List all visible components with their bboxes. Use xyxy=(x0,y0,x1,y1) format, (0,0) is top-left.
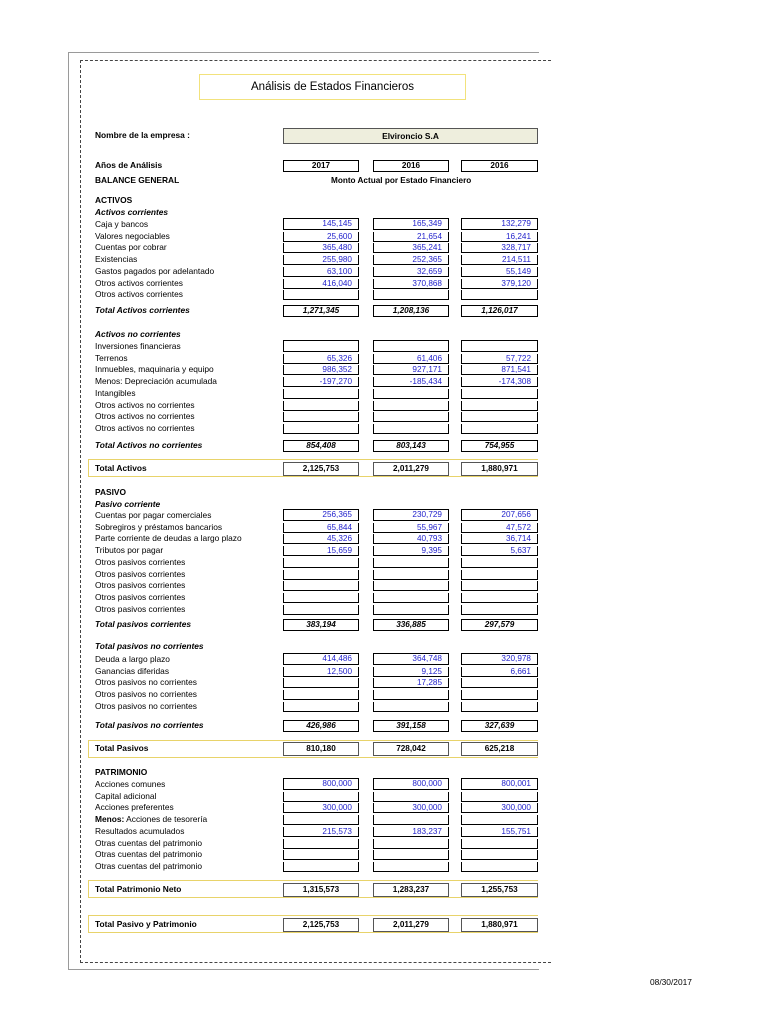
activo-no-corriente-row-value-cell[interactable]: 871,541 xyxy=(461,365,538,375)
pasivo-no-corriente-row-value-cell[interactable]: 414,486 xyxy=(283,653,359,665)
pasivo-corriente-row-value-cell[interactable] xyxy=(283,605,359,615)
pasivo-no-corriente-row-value-cell[interactable] xyxy=(283,678,359,688)
activo-no-corriente-row-value-cell[interactable] xyxy=(373,340,449,352)
pasivo-corriente-row-label: Sobregiros y préstamos bancarios xyxy=(95,521,223,532)
activo-no-corriente-row-value-cell[interactable] xyxy=(283,401,359,411)
activo-corriente-row-value-cell[interactable] xyxy=(461,290,538,300)
total-pasivos-corrientes-label: Total pasivos corrientes xyxy=(95,619,192,629)
activo-no-corriente-row-value-cell[interactable] xyxy=(283,424,359,434)
patrimonio-row-value-cell[interactable] xyxy=(283,850,359,860)
pasivo-no-corriente-row-label: Deuda a largo plazo xyxy=(95,654,170,664)
pasivo-corriente-row-value-cell[interactable]: 5,637 xyxy=(461,546,538,556)
total-activos-corrientes-value[interactable]: 1,126,017 xyxy=(461,305,538,317)
pasivo-corriente-row-value-cell[interactable] xyxy=(373,581,449,591)
pasivo-no-corriente-row-value-cell[interactable] xyxy=(373,690,449,700)
pasivo-no-corriente-row-value-cell[interactable] xyxy=(283,690,359,700)
activo-corriente-row-value-cell[interactable]: 252,365 xyxy=(373,255,449,265)
activo-corriente-row-label: Caja y bancos xyxy=(95,219,149,229)
patrimonio-row-value-cell[interactable] xyxy=(461,839,538,849)
patrimonio-row-label: Acciones preferentes xyxy=(95,802,174,813)
total-pasivos-no-corrientes-label: Total pasivos no corrientes xyxy=(95,720,204,730)
activo-no-corriente-row-value-cell[interactable] xyxy=(283,389,359,399)
activo-corriente-row-value-cell[interactable]: 328,717 xyxy=(461,243,538,253)
pasivo-corriente-row-label: Otros pasivos corrientes xyxy=(95,603,186,614)
patrimonio-row-value-cell[interactable] xyxy=(373,792,449,802)
patrimonio-row-value-cell[interactable] xyxy=(373,815,449,825)
balance-general-heading: BALANCE GENERAL xyxy=(95,175,180,185)
total-pasivo-patrimonio-value[interactable]: 2,011,279 xyxy=(373,918,449,932)
pasivo-no-corriente-row-value-cell[interactable]: 9,125 xyxy=(373,667,449,677)
patrimonio-row-label: Acciones comunes xyxy=(95,779,166,789)
total-pasivo-patrimonio-value[interactable]: 2,125,753 xyxy=(283,918,359,932)
pasivo-corriente-row-label: Otros pasivos corrientes xyxy=(95,568,186,579)
activo-corriente-row-label: Cuentas por cobrar xyxy=(95,242,167,253)
activo-corriente-row-label: Valores negociables xyxy=(95,230,170,241)
pasivo-corriente-row-label: Otros pasivos corrientes xyxy=(95,556,186,567)
activo-corriente-row-value-cell[interactable]: 16,241 xyxy=(461,232,538,242)
activo-no-corriente-row-value-cell[interactable]: -174,308 xyxy=(461,377,538,387)
pasivo-corriente-row-value-cell[interactable] xyxy=(283,593,359,603)
activo-no-corriente-row-label: Terrenos xyxy=(95,352,128,363)
patrimonio-row-value-cell[interactable]: 183,237 xyxy=(373,827,449,837)
total-patrimonio-neto-value[interactable]: 1,283,237 xyxy=(373,883,449,897)
activo-no-corriente-row-value-cell[interactable] xyxy=(283,340,359,352)
activo-no-corriente-row-value-cell[interactable]: -197,270 xyxy=(283,377,359,387)
pasivo-corriente-row-value-cell[interactable]: 15,659 xyxy=(283,546,359,556)
total-patrimonio-neto-label: Total Patrimonio Neto xyxy=(95,884,182,894)
patrimonio-row-value-cell[interactable] xyxy=(283,839,359,849)
activo-no-corriente-row-value-cell[interactable]: 61,406 xyxy=(373,354,449,364)
year-col-3[interactable]: 2016 xyxy=(461,160,538,172)
pasivo-corriente-row-label: Parte corriente de deudas a largo plazo xyxy=(95,533,242,544)
total-pasivos-value[interactable]: 810,180 xyxy=(283,742,359,756)
patrimonio-row-value-cell[interactable] xyxy=(461,792,538,802)
monto-heading: Monto Actual por Estado Financiero xyxy=(331,176,472,185)
activo-no-corriente-row-value-cell[interactable]: 57,722 xyxy=(461,354,538,364)
activo-no-corriente-row-value-cell[interactable] xyxy=(373,412,449,422)
pasivo-no-corriente-row-value-cell[interactable]: 12,500 xyxy=(283,667,359,677)
pasivo-corriente-row-label: Tributos por pagar xyxy=(95,545,164,556)
pasivo-corriente-row-value-cell[interactable] xyxy=(283,581,359,591)
pasivo-corriente-row-label: Otros pasivos corrientes xyxy=(95,580,186,591)
patrimonio-row-value-cell[interactable] xyxy=(373,850,449,860)
company-label: Nombre de la empresa : xyxy=(95,130,190,140)
pasivo-corriente-row-value-cell[interactable]: 207,656 xyxy=(461,509,538,521)
year-col-1[interactable]: 2017 xyxy=(283,160,359,172)
years-label: Años de Análisis xyxy=(95,160,163,170)
total-pasivos-no-corrientes-value[interactable]: 391,158 xyxy=(373,720,449,732)
pasivo-no-corriente-row-value-cell[interactable] xyxy=(461,678,538,688)
total-pasivo-patrimonio-value[interactable]: 1,880,971 xyxy=(461,918,538,932)
patrimonio-row-label: Capital adicional xyxy=(95,790,157,801)
activo-no-corriente-row-label: Otros activos no corrientes xyxy=(95,399,195,410)
pasivo-corriente-row-label: Otros pasivos corrientes xyxy=(95,591,186,602)
pasivo-no-corriente-row-label: Otros pasivos no corrientes xyxy=(95,700,197,711)
menos-label: Menos: xyxy=(95,814,125,825)
patrimonio-heading: PATRIMONIO xyxy=(95,767,148,777)
activo-no-corriente-row-value-cell[interactable]: 927,171 xyxy=(373,365,449,375)
activo-corriente-row-value-cell[interactable]: 255,980 xyxy=(283,255,359,265)
total-pasivos-no-corrientes-value[interactable]: 327,639 xyxy=(461,720,538,732)
total-activos-no-corrientes-value[interactable]: 803,143 xyxy=(373,440,449,452)
total-patrimonio-neto-value[interactable]: 1,255,753 xyxy=(461,883,538,897)
pasivo-no-corriente-row-label: Otros pasivos no corrientes xyxy=(95,689,197,700)
total-activos-value[interactable]: 2,125,753 xyxy=(283,462,359,476)
activo-no-corriente-row-value-cell[interactable] xyxy=(461,401,538,411)
total-pasivos-no-corrientes-value[interactable]: 426,986 xyxy=(283,720,359,732)
activos-corrientes-heading: Activos corrientes xyxy=(95,207,169,217)
total-activos-value[interactable]: 2,011,279 xyxy=(373,462,449,476)
activo-no-corriente-row-value-cell[interactable] xyxy=(373,401,449,411)
pasivo-corriente-row-value-cell[interactable] xyxy=(461,605,538,615)
pasivo-no-corriente-row-value-cell[interactable] xyxy=(461,702,538,712)
activo-no-corriente-row-label: Otros activos no corrientes xyxy=(95,422,195,433)
activo-corriente-row-value-cell[interactable]: 32,659 xyxy=(373,267,449,277)
activo-no-corriente-row-value-cell[interactable]: 986,352 xyxy=(283,365,359,375)
activo-no-corriente-row-value-cell[interactable] xyxy=(373,389,449,399)
pasivo-corriente-row-value-cell[interactable]: 47,572 xyxy=(461,523,538,533)
pasivo-corriente-row-value-cell[interactable] xyxy=(461,570,538,580)
pasivo-heading: PASIVO xyxy=(95,487,127,497)
patrimonio-row-value-cell[interactable]: 300,000 xyxy=(283,803,359,813)
activo-no-corriente-row-value-cell[interactable] xyxy=(461,389,538,399)
pasivo-no-corriente-row-value-cell[interactable]: 320,978 xyxy=(461,653,538,665)
patrimonio-row-value-cell[interactable]: 300,000 xyxy=(461,803,538,813)
patrimonio-row-value-cell[interactable]: 800,000 xyxy=(283,778,359,790)
activo-corriente-row-value-cell[interactable] xyxy=(373,290,449,300)
patrimonio-row-value-cell[interactable]: 215,573 xyxy=(283,827,359,837)
patrimonio-row-value-cell[interactable]: 300,000 xyxy=(373,803,449,813)
pasivo-corriente-row-value-cell[interactable] xyxy=(283,570,359,580)
patrimonio-row-label: Otras cuentas del patrimonio xyxy=(95,849,203,860)
patrimonio-row-value-cell[interactable]: 155,751 xyxy=(461,827,538,837)
activo-corriente-row-value-cell[interactable]: 365,480 xyxy=(283,243,359,253)
total-pasivo-patrimonio-label: Total Pasivo y Patrimonio xyxy=(95,919,197,929)
activo-no-corriente-row-label: Inmuebles, maquinaria y equipo xyxy=(95,364,214,375)
year-col-2[interactable]: 2016 xyxy=(373,160,449,172)
pasivo-corriente-row-value-cell[interactable]: 45,326 xyxy=(283,534,359,544)
pasivo-no-corriente-row-value-cell[interactable]: 364,748 xyxy=(373,653,449,665)
activo-corriente-row-value-cell[interactable]: 21,654 xyxy=(373,232,449,242)
pasivo-corriente-row-value-cell[interactable]: 36,714 xyxy=(461,534,538,544)
activo-corriente-row-value-cell[interactable]: 55,149 xyxy=(461,267,538,277)
activo-corriente-row-label: Existencias xyxy=(95,254,138,265)
total-pasivos-corrientes-value[interactable]: 383,194 xyxy=(283,619,359,631)
total-pasivos-value[interactable]: 625,218 xyxy=(461,742,538,756)
total-pasivos-label: Total Pasivos xyxy=(95,743,149,753)
activo-no-corriente-row-value-cell[interactable] xyxy=(461,412,538,422)
pasivo-corriente-row-value-cell[interactable] xyxy=(373,558,449,568)
activo-corriente-row-value-cell[interactable]: 25,600 xyxy=(283,232,359,242)
patrimonio-row-label xyxy=(95,814,207,825)
activo-corriente-row-label: Otros activos corrientes xyxy=(95,277,183,288)
pasivo-corriente-row-value-cell[interactable]: 230,729 xyxy=(373,509,449,521)
report-title: Análisis de Estados Financieros xyxy=(199,74,466,100)
pasivo-corriente-row-value-cell[interactable]: 256,365 xyxy=(283,509,359,521)
activo-corriente-row-value-cell[interactable]: 132,279 xyxy=(461,218,538,230)
pasivo-no-corriente-row-value-cell[interactable] xyxy=(461,690,538,700)
patrimonio-row-label: Resultados acumulados xyxy=(95,825,185,836)
patrimonio-row-value-cell[interactable] xyxy=(283,862,359,872)
pasivo-corriente-row-value-cell[interactable] xyxy=(373,593,449,603)
patrimonio-row-value-cell[interactable]: 800,000 xyxy=(373,778,449,790)
total-activos-label: Total Activos xyxy=(95,463,147,473)
pasivo-corriente-row-label: Cuentas por pagar comerciales xyxy=(95,510,212,520)
activo-no-corriente-row-label: Otros activos no corrientes xyxy=(95,411,195,422)
activo-no-corriente-row-value-cell[interactable] xyxy=(461,424,538,434)
patrimonio-row-value-cell[interactable] xyxy=(373,862,449,872)
activo-corriente-row-label: Gastos pagados por adelantado xyxy=(95,265,215,276)
patrimonio-row-label: Otras cuentas del patrimonio xyxy=(95,860,203,871)
activo-no-corriente-row-label: Inversiones financieras xyxy=(95,341,181,351)
activo-no-corriente-row-label: Intangibles xyxy=(95,387,136,398)
total-pasivos-corrientes-value[interactable]: 336,885 xyxy=(373,619,449,631)
patrimonio-row-value-cell[interactable] xyxy=(373,839,449,849)
activo-no-corriente-row-value-cell[interactable]: -185,434 xyxy=(373,377,449,387)
total-activos-no-corrientes-value[interactable]: 854,408 xyxy=(283,440,359,452)
activo-corriente-row-value-cell[interactable]: 416,040 xyxy=(283,279,359,289)
activo-corriente-row-value-cell[interactable]: 370,868 xyxy=(373,279,449,289)
patrimonio-row-label: Otras cuentas del patrimonio xyxy=(95,837,203,848)
pasivo-no-corriente-row-value-cell[interactable] xyxy=(373,702,449,712)
pasivo-corriente-row-value-cell[interactable] xyxy=(461,558,538,568)
pasivo-no-corriente-row-value-cell[interactable]: 17,285 xyxy=(373,678,449,688)
pasivo-no-corriente-heading: Total pasivos no corrientes xyxy=(95,641,204,651)
activo-corriente-row-value-cell[interactable]: 145,145 xyxy=(283,218,359,230)
activos-heading: ACTIVOS xyxy=(95,195,133,205)
patrimonio-row-value-cell[interactable] xyxy=(283,792,359,802)
activo-corriente-row-label: Otros activos corrientes xyxy=(95,289,183,300)
pasivo-corriente-heading: Pasivo corriente xyxy=(95,499,161,509)
total-pasivos-value[interactable]: 728,042 xyxy=(373,742,449,756)
activo-corriente-row-value-cell[interactable]: 165,349 xyxy=(373,218,449,230)
total-activos-no-corrientes-value[interactable]: 754,955 xyxy=(461,440,538,452)
total-activos-corrientes-label: Total Activos corrientes xyxy=(95,305,190,315)
pasivo-corriente-row-value-cell[interactable]: 40,793 xyxy=(373,534,449,544)
pasivo-corriente-row-value-cell[interactable] xyxy=(461,581,538,591)
pasivo-no-corriente-row-label: Ganancias diferidas xyxy=(95,665,170,676)
activo-corriente-row-value-cell[interactable]: 379,120 xyxy=(461,279,538,289)
pasivo-corriente-row-value-cell[interactable] xyxy=(283,558,359,568)
total-patrimonio-neto-value[interactable]: 1,315,573 xyxy=(283,883,359,897)
patrimonio-row-value-cell[interactable] xyxy=(283,815,359,825)
activos-no-corrientes-heading: Activos no corrientes xyxy=(95,329,181,339)
pasivo-no-corriente-row-label: Otros pasivos no corrientes xyxy=(95,677,197,688)
patrimonio-row-value-cell[interactable] xyxy=(461,815,538,825)
pasivo-no-corriente-row-value-cell[interactable]: 6,661 xyxy=(461,667,538,677)
total-activos-corrientes-value[interactable]: 1,271,345 xyxy=(283,305,359,317)
activo-corriente-row-value-cell[interactable]: 365,241 xyxy=(373,243,449,253)
footer-date: 08/30/2017 xyxy=(650,977,692,987)
pasivo-corriente-row-value-cell[interactable]: 55,967 xyxy=(373,523,449,533)
company-name-field[interactable]: Elvironcio S.A xyxy=(283,128,538,144)
pasivo-no-corriente-row-value-cell[interactable] xyxy=(283,702,359,712)
acciones-tesoreria-label: Acciones de tesorería xyxy=(124,814,208,825)
pasivo-corriente-row-value-cell[interactable] xyxy=(373,570,449,580)
patrimonio-row-value-cell[interactable] xyxy=(461,862,538,872)
pasivo-corriente-row-value-cell[interactable] xyxy=(461,593,538,603)
activo-no-corriente-row-value-cell[interactable] xyxy=(461,340,538,352)
patrimonio-row-value-cell[interactable] xyxy=(461,850,538,860)
total-pasivos-corrientes-value[interactable]: 297,579 xyxy=(461,619,538,631)
activo-no-corriente-row-value-cell[interactable] xyxy=(373,424,449,434)
activo-no-corriente-row-value-cell[interactable]: 65,326 xyxy=(283,354,359,364)
total-activos-no-corrientes-label: Total Activos no corrientes xyxy=(95,440,203,450)
patrimonio-row-value-cell[interactable]: 800,001 xyxy=(461,778,538,790)
activo-no-corriente-row-value-cell[interactable] xyxy=(283,412,359,422)
activo-corriente-row-value-cell[interactable] xyxy=(283,290,359,300)
activo-corriente-row-value-cell[interactable]: 63,100 xyxy=(283,267,359,277)
activo-corriente-row-value-cell[interactable]: 214,511 xyxy=(461,255,538,265)
pasivo-corriente-row-value-cell[interactable]: 9,395 xyxy=(373,546,449,556)
total-activos-value[interactable]: 1,880,971 xyxy=(461,462,538,476)
total-activos-corrientes-value[interactable]: 1,208,136 xyxy=(373,305,449,317)
pasivo-corriente-row-value-cell[interactable]: 65,844 xyxy=(283,523,359,533)
activo-no-corriente-row-label: Menos: Depreciación acumulada xyxy=(95,376,217,387)
pasivo-corriente-row-value-cell[interactable] xyxy=(373,605,449,615)
